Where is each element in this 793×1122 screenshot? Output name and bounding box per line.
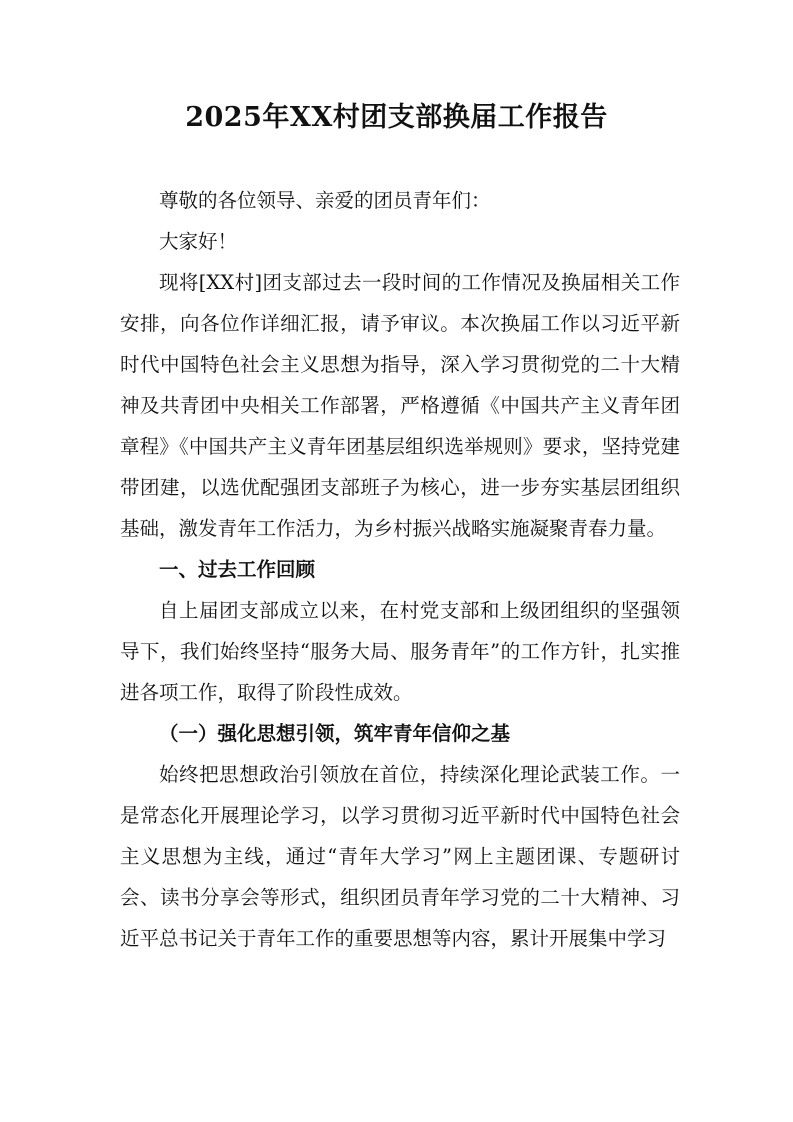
section-heading: 一、过去工作回顾	[159, 558, 316, 581]
document-title: 2025年XX村团支部换届工作报告	[185, 102, 608, 133]
subsection-paragraph: 始终把思想政治引领放在首位，持续深化理论武装工作。一是常态化开展理论学习，以学习贯彻习近平新时代中国特色社会主义思想为主线，通过“青年大学习”网上主题团课、专题研讨会、读书分享会等形式，组织团员青年学习党的二十大精神、习近平总书记关于青年工作的重要思想等内容，累计开展集中学习	[120, 763, 680, 950]
section-paragraph: 自上届团支部成立以来，在村党支部和上级团组织的坚强领导下，我们始终坚持“服务大局、服务青年”的工作方针，扎实推进各项工作，取得了阶段性成效。	[120, 599, 680, 704]
salutation: 尊敬的各位领导、亲爱的团员青年们：	[159, 189, 491, 212]
greeting: 大家好！	[159, 230, 238, 253]
intro-paragraph: 现将[XX村]团支部过去一段时间的工作情况及换届相关工作安排，向各位作详细汇报，请予审议。本次换届工作以习近平新时代中国特色社会主义思想为指导，深入学习贯彻党的二十大精神及共青团中央相关工作部署，严格遵循《中国共产主义青年团章程》《中国共产主义青年团基层组织选举规则》要求，坚持党建带团建，以选优配强团支部班子为核心，进一步夯实基层团组织基础，激发青年工作活力，为乡村振兴战略实施凝聚青春力量。	[120, 271, 680, 540]
subsection-heading: （一）强化思想引领，筑牢青年信仰之基	[159, 722, 511, 745]
document-body	[120, 180, 680, 959]
